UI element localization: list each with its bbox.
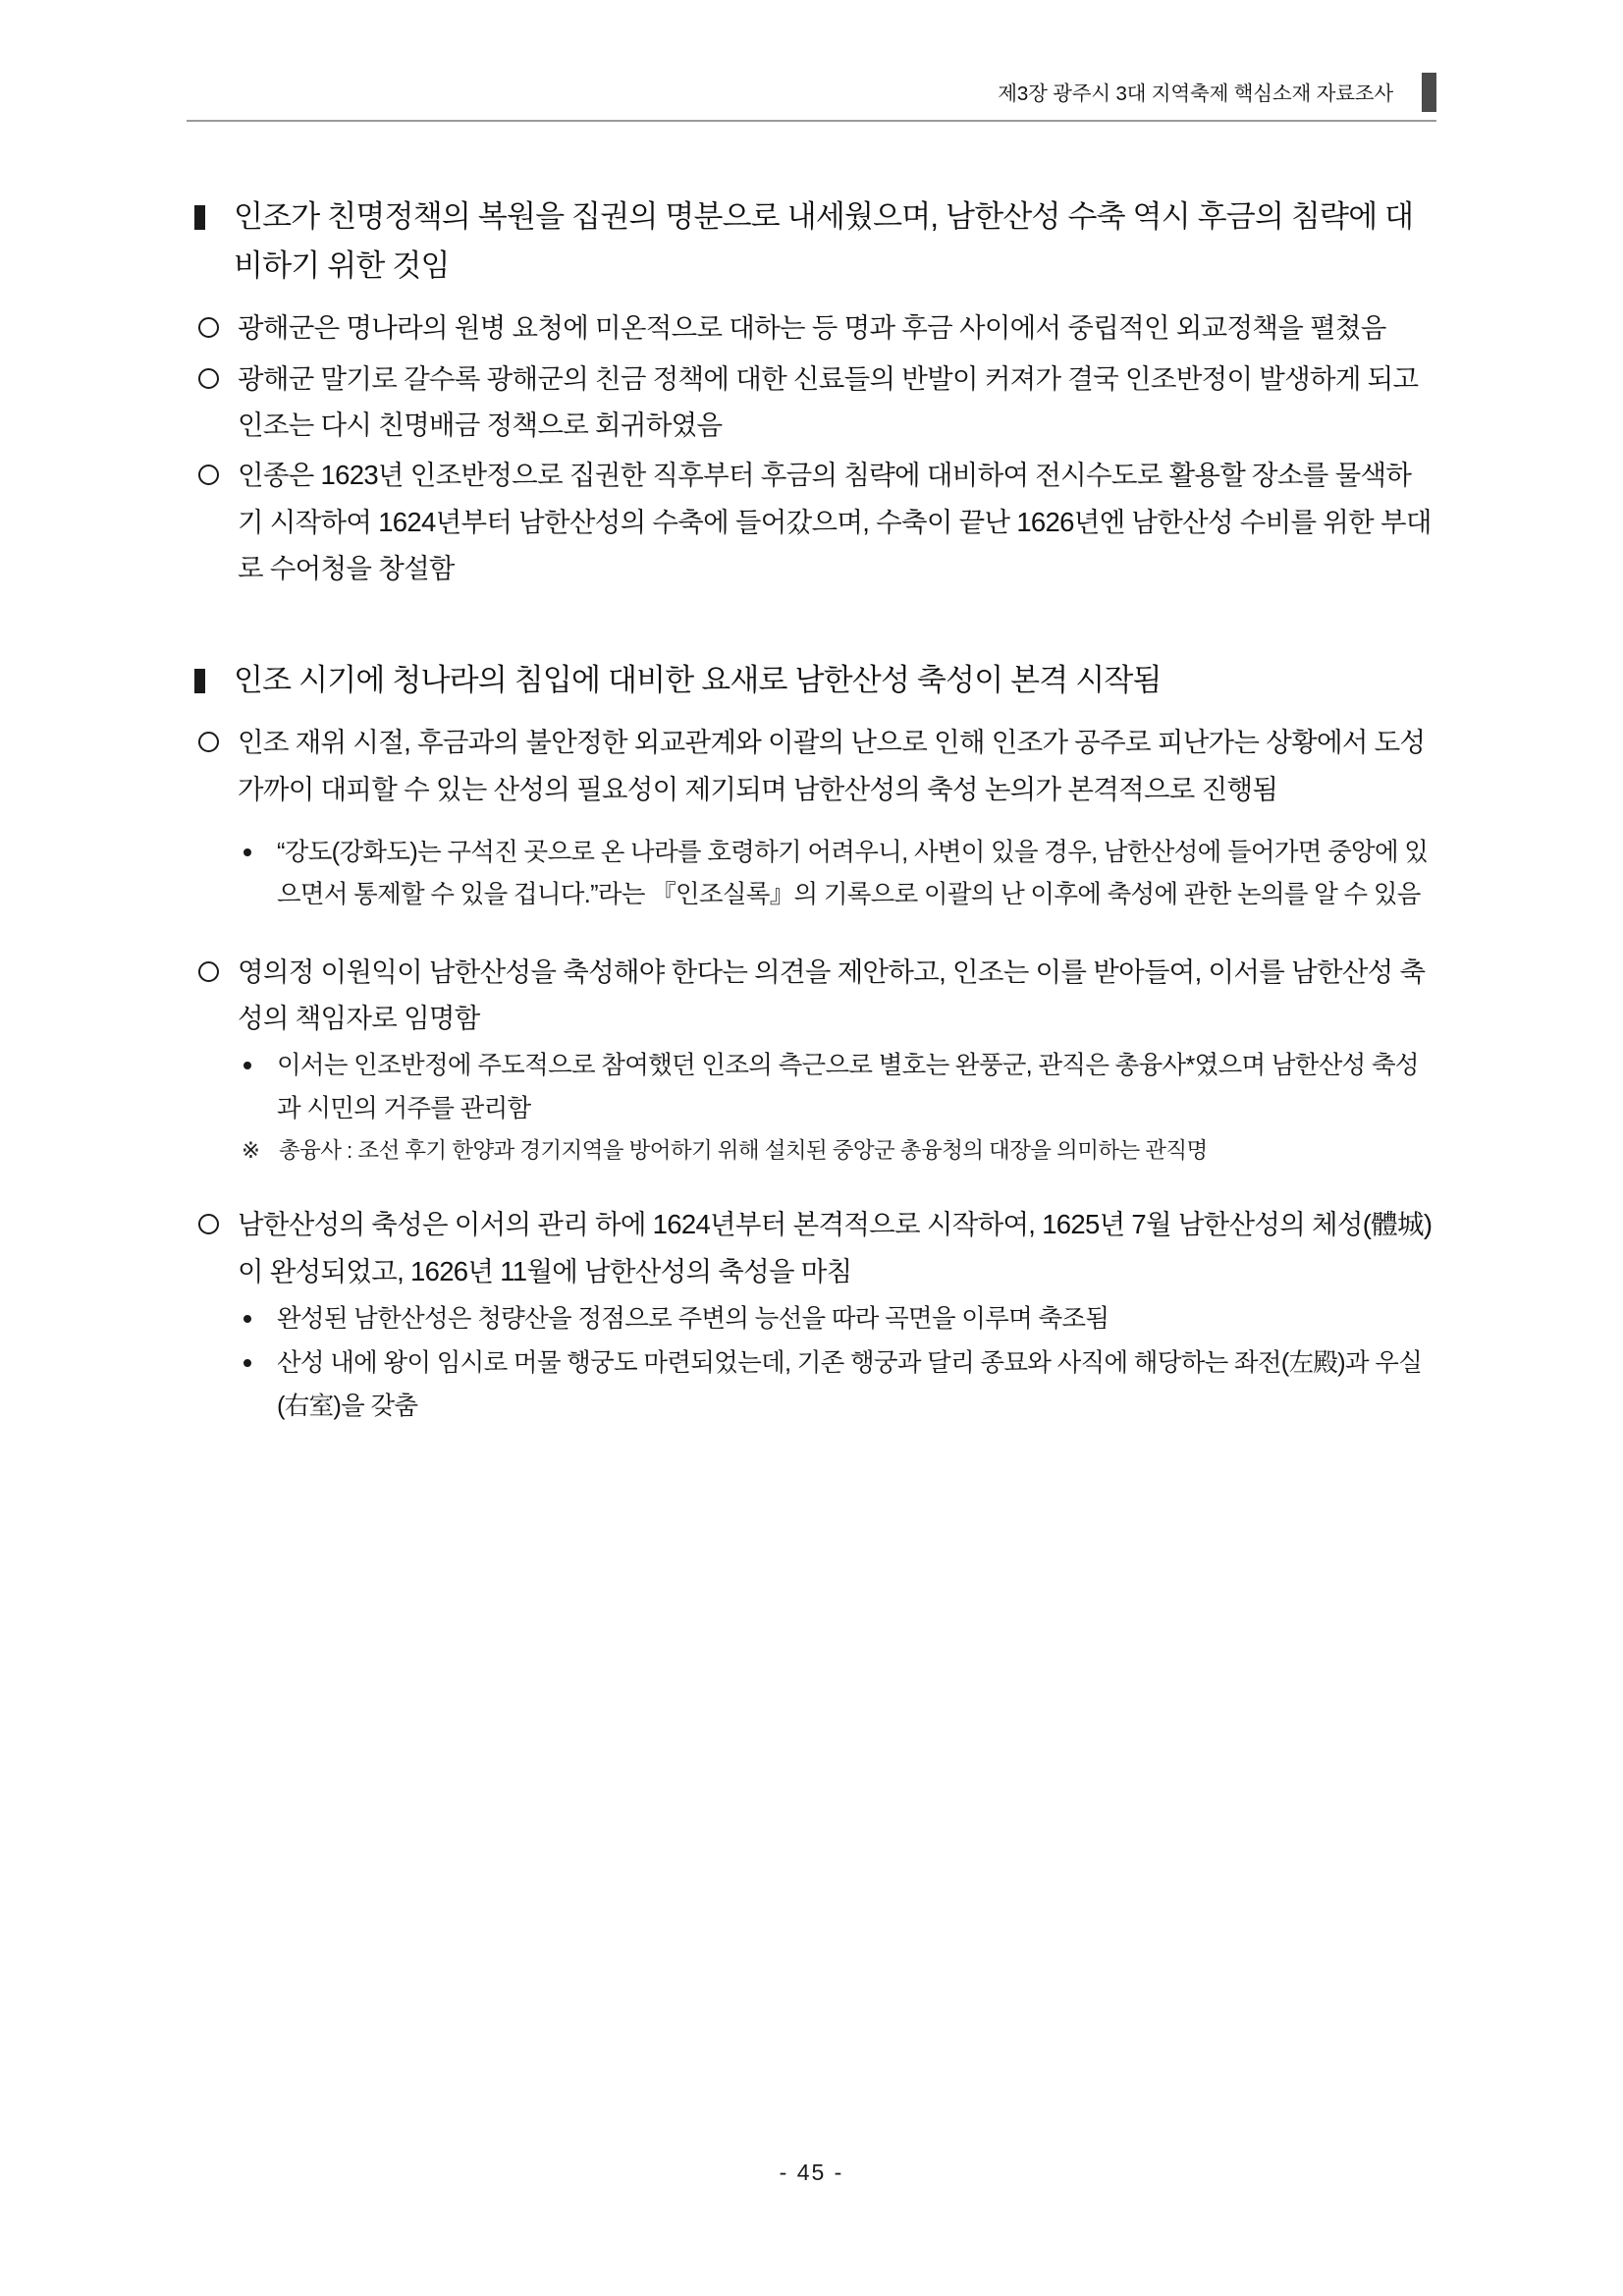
spacer (187, 816, 1434, 832)
section-spacer (187, 595, 1434, 656)
list-item (187, 1201, 1434, 1294)
list-item-text: 인종은 1623년 인조반정으로 집권한 직후부터 후금의 침략에 대비하여 전시수도로 활용할 장소를 물색하기 시작하여 1624년부터 남한산성의 수축에 들어갔으며, 수축이 끝난 1626년엔 남한산성 수비를 위한 부대로 수어청을 창설함 (238, 460, 1432, 583)
running-title: 제3장 광주시 3대 지역축제 핵심소재 자료조사 (998, 82, 1393, 105)
footnote-item (187, 1132, 1434, 1170)
list-item-text: 광해군은 명나라의 원병 요청에 미온적으로 대하는 등 명과 후금 사이에서 중립적인 외교정책을 펼쳤음 (238, 312, 1386, 344)
list-item-text: 인조 재위 시절, 후금과의 불안정한 외교관계와 이괄의 난으로 인해 인조가 공주로 피난가는 상황에서 도성 가까이 대피할 수 있는 산성의 필요성이 제기되며 남한산성의 축성 논의가 본격적으로 진행됨 (238, 727, 1426, 804)
circle-bullet-icon (198, 317, 219, 338)
heading-bullet-item (187, 656, 1434, 705)
list-item-text: 영의정 이원익이 남한산성을 축성해야 한다는 의견을 제안하고, 인조는 이를 받아들여, 이서를 남한산성 축성의 책임자로 임명함 (238, 956, 1426, 1034)
list-item-text: 남한산성의 축성은 이서의 관리 하에 1624년부터 본격적으로 시작하여, 1625년 7월 남한산성의 체성(體城)이 완성되었고, 1626년 11월에 남한산성의 축성을 마침 (238, 1209, 1433, 1286)
list-item (187, 355, 1434, 449)
circle-bullet-icon (198, 961, 219, 982)
heading-text: 인조가 친명정책의 복원을 집권의 명분으로 내세웠으며, 남한산성 수축 역시 후금의 침략에 대비하기 위한 것임 (234, 199, 1414, 284)
page-number: - 45 - (779, 2159, 844, 2185)
sub-list-item-text: “강도(강화도)는 구석진 곳으로 온 나라를 호령하기 어려우니, 사변이 있을 경우, 남한산성에 들어가면 중앙에 있으면서 통제할 수 있을 겁니다.”라는 『인조실록』의 기록으로 이괄의 난 이후에 축성에 관한 논의를 알 수 있음 (277, 839, 1429, 909)
square-bullet-icon (194, 205, 205, 230)
sub-list-item (187, 1045, 1434, 1130)
square-bullet-icon (194, 669, 205, 693)
sub-list-item (187, 1298, 1434, 1340)
sub-list-item (187, 1342, 1434, 1428)
list-item (187, 452, 1434, 591)
page-header (187, 77, 1436, 116)
reference-mark-icon: ※ (242, 1138, 260, 1163)
circle-bullet-icon (198, 732, 219, 752)
heading-bullet-item (187, 192, 1434, 291)
sub-list-item-text: 이서는 인조반정에 주도적으로 참여했던 인조의 측근으로 별호는 완풍군, 관직은 총융사*였으며 남한산성 축성과 시민의 거주를 관리함 (277, 1052, 1419, 1122)
list-item (187, 719, 1434, 812)
sub-list-item-text: 산성 내에 왕이 임시로 머물 행궁도 마련되었는데, 기존 행궁과 달리 종묘와 사직에 해당하는 좌전(左殿)과 우실(右室)을 갖춤 (277, 1349, 1423, 1420)
dot-bullet-icon (243, 1359, 251, 1367)
page-footer (0, 2159, 1623, 2186)
circle-bullet-icon (198, 465, 219, 485)
heading-text: 인조 시기에 청나라의 침입에 대비한 요새로 남한산성 축성이 본격 시작됨 (234, 663, 1162, 698)
circle-bullet-icon (198, 1214, 219, 1234)
body-content (187, 192, 1434, 1430)
footnote-text: 총융사 : 조선 후기 한양과 경기지역을 방어하기 위해 설치된 중앙군 총융청의 대장을 의미하는 관직명 (279, 1138, 1208, 1163)
dot-bullet-icon (243, 848, 251, 856)
list-item (187, 949, 1434, 1042)
dot-bullet-icon (243, 1315, 251, 1323)
header-divider (187, 120, 1436, 122)
header-marker (1422, 73, 1436, 112)
list-item-text: 광해군 말기로 갈수록 광해군의 친금 정책에 대한 신료들의 반발이 커져가 결국 인조반정이 발생하게 되고 인조는 다시 친명배금 정책으로 회귀하였음 (238, 362, 1419, 441)
sub-list-item (187, 832, 1434, 917)
list-item (187, 304, 1434, 351)
spacer (187, 1172, 1434, 1201)
dot-bullet-icon (243, 1062, 251, 1069)
circle-bullet-icon (198, 368, 219, 389)
sub-list-item-text: 완성된 남한산성은 청량산을 정점으로 주변의 능선을 따라 곡면을 이루며 축조됨 (277, 1304, 1109, 1333)
spacer (187, 919, 1434, 949)
